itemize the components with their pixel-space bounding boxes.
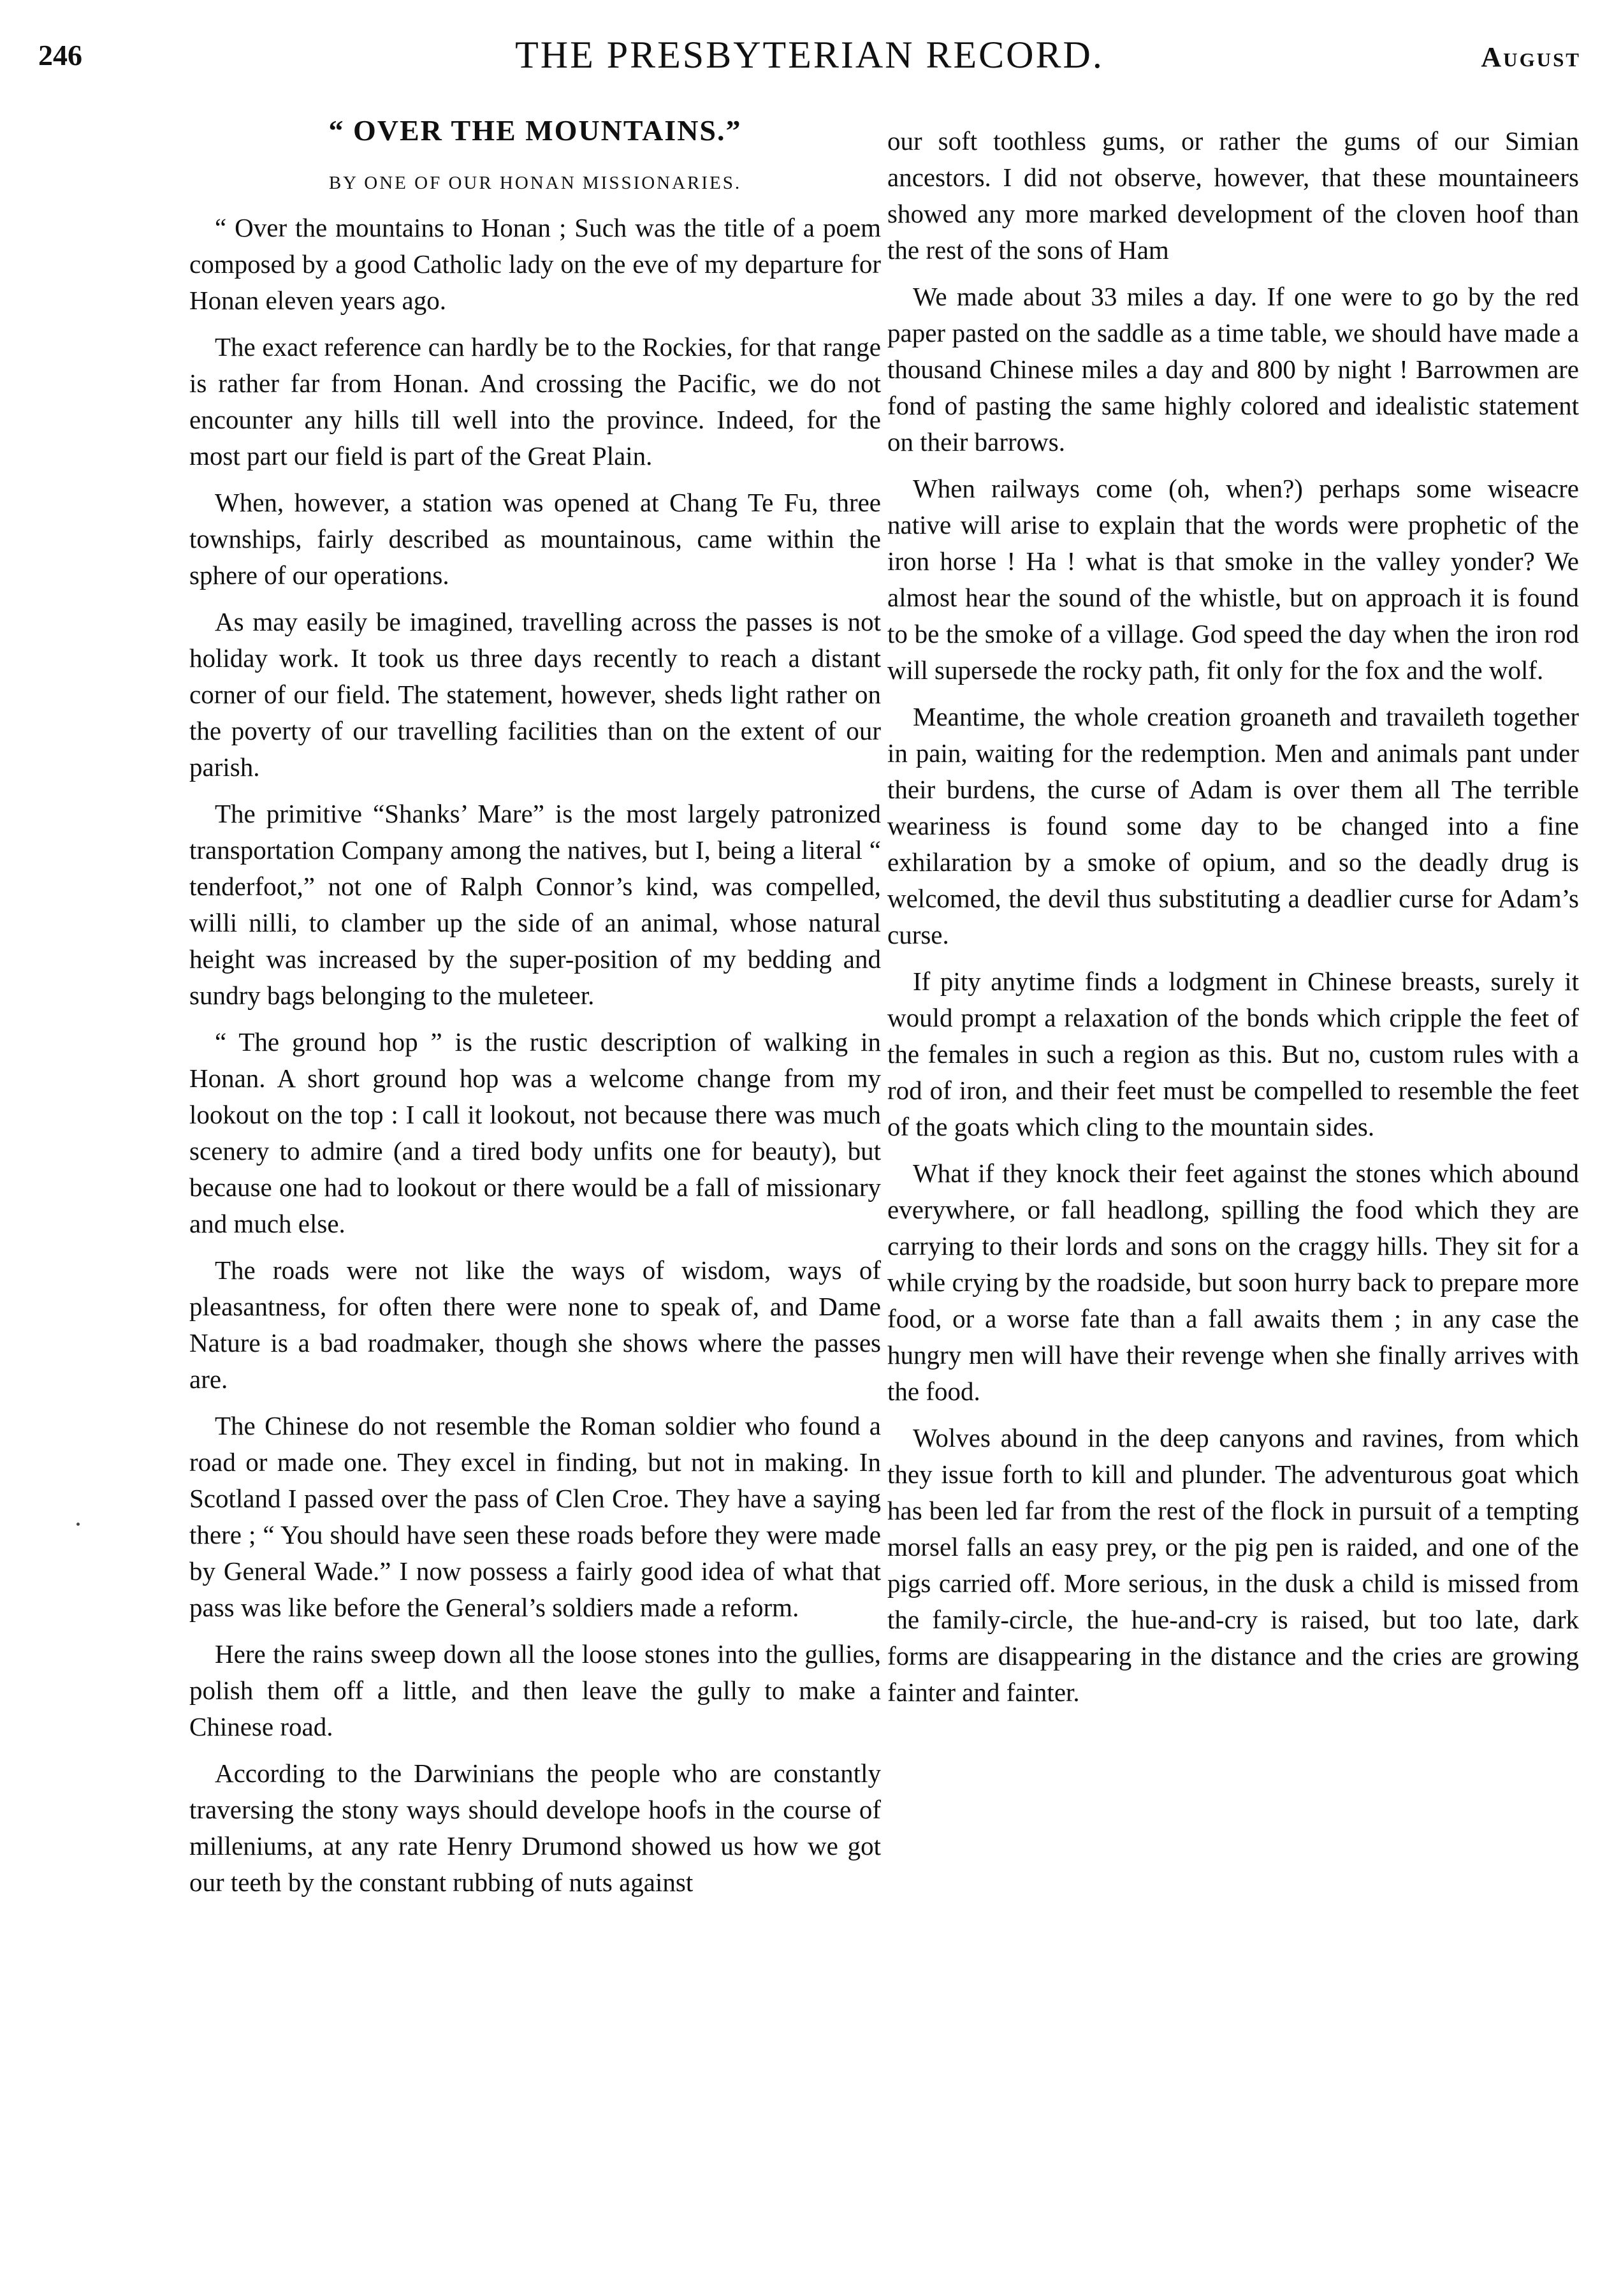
paragraph: We made about 33 miles a day. If one were to go by the red paper pasted on the saddle as a time table, we should have made a thousand Chinese miles a day and 800 by night ! Barrowmen are fond of pasting the same highly colored and idealistic statement on their barrows. [887,282,1579,457]
paragraph: our soft toothless gums, or rather the gums of our Simian ancestors. I did not observe, however, that these mountaineers showed any more marked development of the cloven hoof than the rest of the sons of Ham [887,126,1579,265]
paragraph: Here the rains sweep down all the loose stones into the gullies, polish them off a little, and then leave the gully to make a Chinese road. [189,1639,881,1741]
paragraph: The roads were not like the ways of wisdom, ways of pleasantness, for often there were none to speak of, and Dame Nature is a bad roadmaker, though she shows where the passes are. [189,1255,881,1394]
paragraph: What if they knock their feet against the stones which abound everywhere, or fall headlong, spilling the food which they are carrying to their lords and sons on the craggy hills. They sit for a while crying by the roadside, but soon hurry back to prepare more food, or a worse fate than a fall awaits them ; in any case the hungry men will have their revenge when she finally arrives with the food. [887,1159,1579,1406]
running-head [38,33,1581,84]
paragraph: When, however, a station was opened at Chang Te Fu, three townships, fairly described as mountainous, came within the sphere of our operations. [189,488,881,590]
paragraph: The primitive “Shanks’ Mare” is the most largely patronized transportation Company among the natives, but I, being a literal “ tenderfoot,” not one of Ralph Connor’s kind, was compelled, willi nilli, to clamber up the side of an animal, whose natural height was increased by the super-position of my bedding and sundry bags belonging to the muleteer. [189,799,881,1010]
paragraph: As may easily be imagined, travelling across the passes is not holiday work. It took us three days recently to reach a distant corner of our field. The statement, however, sheds light rather on the poverty of our travelling facilities than on the extent of our parish. [189,607,881,782]
paragraph: When railways come (oh, when?) perhaps some wiseacre native will arise to explain that the words were prophetic of the iron horse ! Ha ! what is that smoke in the valley yonder? We almost hear the sound of the whistle, but on approach it is found to be the smoke of a village. God speed the day when the iron rod will supersede the rocky path, fit only for the fox and the wolf. [887,474,1579,685]
paragraph: The Chinese do not resemble the Roman soldier who found a road or made one. They excel in finding, but not in making. In Scotland I passed over the pass of Clen Croe. They have a saying there ; “ You should have seen these roads before they were made by General Wade.” I now possess a fairly good idea of what that pass was like before the General’s soldiers made a reform. [189,1411,881,1622]
paragraph: If pity anytime finds a lodgment in Chinese breasts, surely it would prompt a relaxation of the bonds which cripple the feet of the females in such a region as this. But no, custom rules with a rod of iron, and their feet must be compelled to resemble the feet of the goats which cling to the mountain sides. [887,967,1579,1141]
paragraph: “ Over the mountains to Honan ; Such was the title of a poem composed by a good Catholic lady on the eve of my departure for Honan eleven years ago. [189,213,881,315]
article-title: “ OVER THE MOUNTAINS.” [328,114,742,147]
journal-title: THE PRESBYTERIAN RECORD. [515,34,1104,76]
page-number: 246 [38,39,82,71]
paragraph: “ The ground hop ” is the rustic description of walking in Honan. A short ground hop was a welcome change from my lookout on the top : I call it lookout, not because there was much scenery to admire (and a tired body unfits one for beauty), but because one had to lookout or there would be a fall of missionary and much else. [189,1027,881,1238]
paragraph: The exact reference can hardly be to the Rockies, for that range is rather far from Honan. And crossing the Pacific, we do not encounter any hills till well into the province. Indeed, for the most part our field is part of the Great Plain. [189,332,881,471]
margin-speck [76,1523,80,1526]
right-column [887,123,1579,1721]
paragraph: Wolves abound in the deep canyons and ravines, from which they issue forth to kill and plunder. The adventurous goat which has been led far from the rest of the flock in pursuit of a tempting morsel falls an easy prey, or the pig pen is raided, and one of the pigs carried off. More serious, in the dusk a child is missed from the family-circle, the hue-and-cry is raised, but too late, dark forms are disappearing in the distance and the cries are growing fainter and fainter. [887,1423,1579,1707]
paragraph: According to the Darwinians the people who are constantly traversing the stony ways should develope hoofs in the course of milleniums, at any rate Henry Drumond showed us how we got our teeth by the constant rubbing of nuts against [189,1759,881,1897]
paragraph: Meantime, the whole creation groaneth and travaileth together in pain, waiting for the redemption. Men and animals pant under their burdens, the curse of Adam is over them all The terrible weariness is found some day to be changed into a fine exhilaration by a smoke of opium, and so the deadly drug is welcomed, the devil thus substituting a deadlier curse for Adam’s curse. [887,702,1579,949]
left-column [189,112,881,1911]
issue-month: August [1481,41,1581,73]
article-byline: BY ONE OF OUR HONAN MISSIONARIES. [328,173,742,193]
